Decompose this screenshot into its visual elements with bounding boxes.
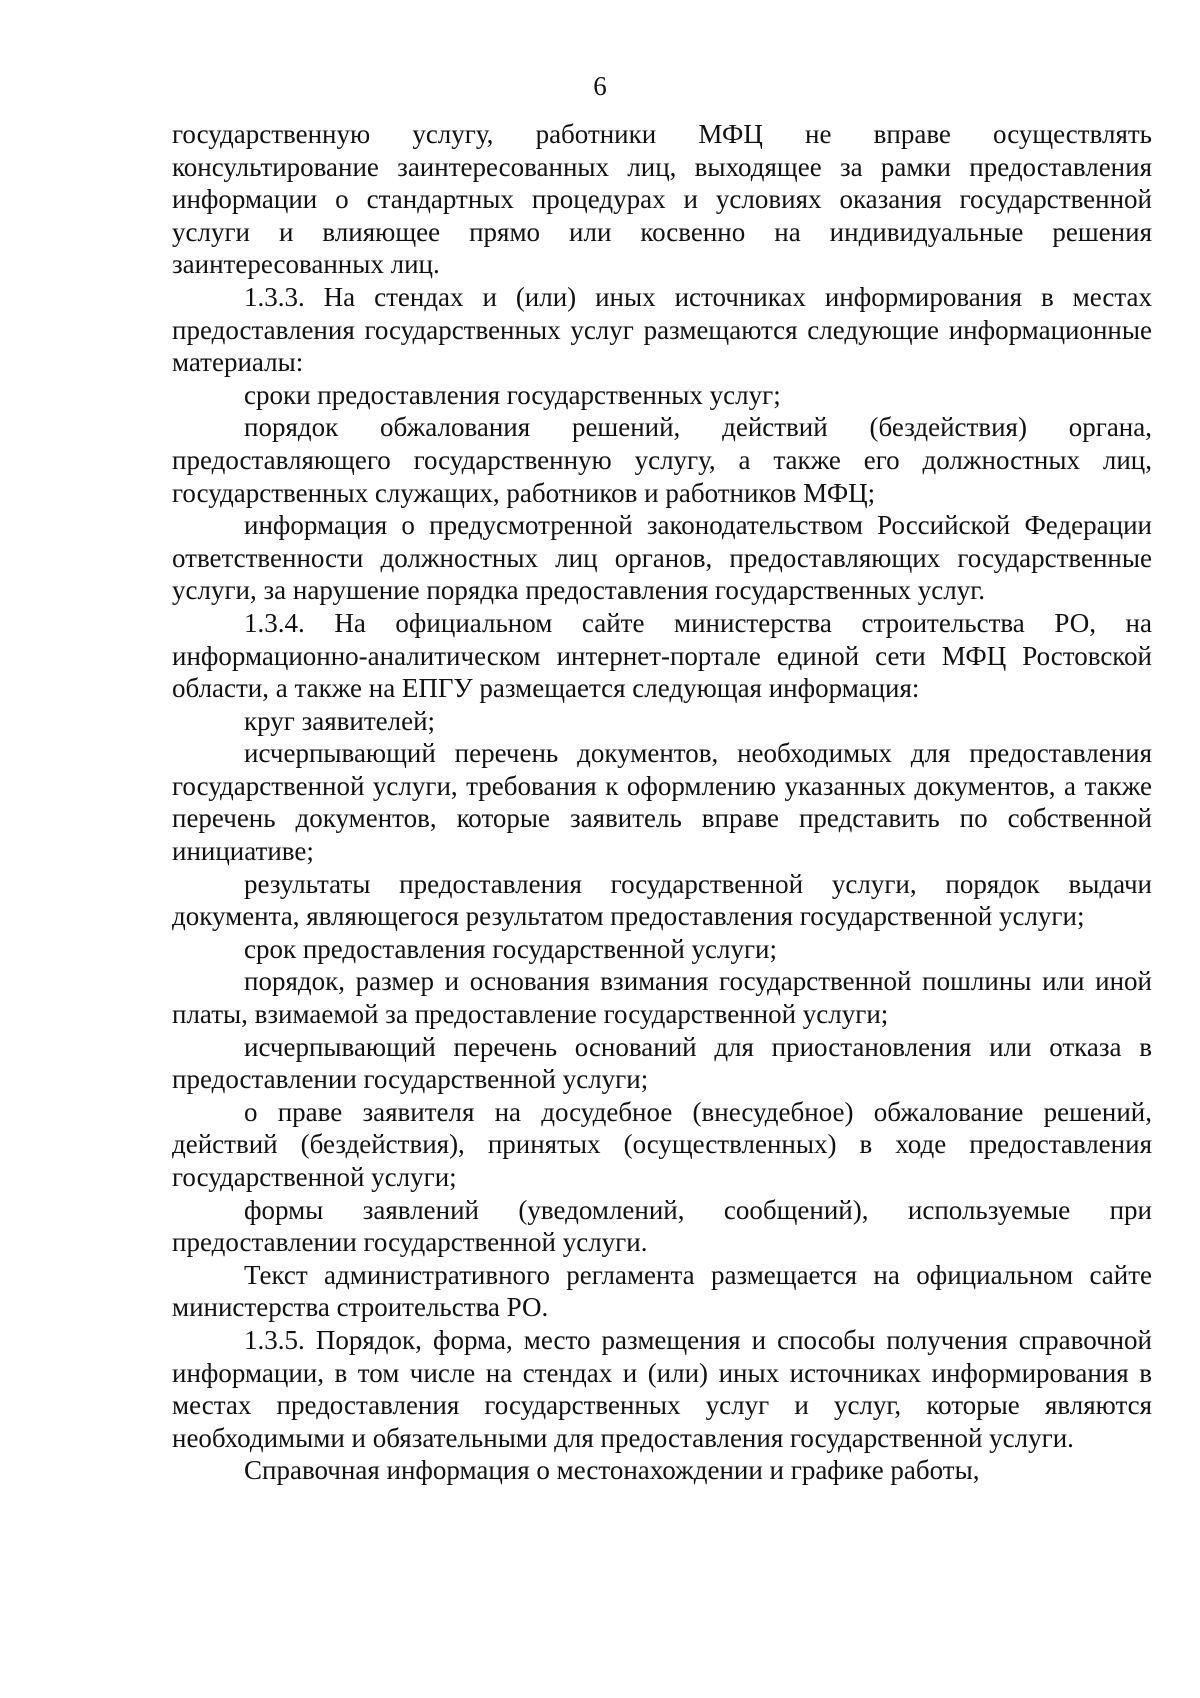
paragraph-continuation: государственную услугу, работники МФЦ не вправе осуществлять консультирование заинтересованных лиц, выходящее за рамки предоставления информации о стандартных процедурах и условиях оказания государственной услуги и влияющее прямо или косвенно на индивидуальные решения заинтересованных лиц. xyxy=(172,119,1152,280)
paragraph-refusal-grounds: исчерпывающий перечень оснований для приостановления или отказа в предоставлении государственной услуги; xyxy=(172,1031,1152,1095)
paragraph-documents-list: исчерпывающий перечень документов, необходимых для предоставления государственной услуги, требования к оформлению указанных документов, а также перечень документов, которые заявитель вправе представить по собственной инициативе; xyxy=(172,738,1152,867)
paragraph-application-forms: формы заявлений (уведомлений, сообщений), используемые при предоставлении государственной услуги. xyxy=(172,1194,1152,1258)
paragraph-1-3-5: 1.3.5. Порядок, форма, место размещения и способы получения справочной информации, в том числе на стендах и (или) иных источниках информирования в местах предоставления государственных услуг и услуг, которые являются необходимыми и обязательными для предоставления государственной услуги. xyxy=(172,1324,1152,1453)
paragraph-applicants: круг заявителей; xyxy=(244,705,436,736)
paragraph-service-period: срок предоставления государственной услуги; xyxy=(244,933,778,964)
paragraph-regulation-text: Текст административного регламента размещается на официальном сайте министерства строительства РО. xyxy=(172,1259,1152,1323)
paragraph-fees: порядок, размер и основания взимания государственной пошлины или иной платы, взимаемой за предоставление государственной услуги; xyxy=(172,966,1152,1030)
page-number: 6 xyxy=(593,71,607,101)
paragraph-service-terms: сроки предоставления государственных услуг; xyxy=(244,379,781,410)
paragraph-appeal-procedure: порядок обжалования решений, действий (бездействия) органа, предоставляющего государственную услугу, а также его должностных лиц, государственных служащих, работников и работников МФЦ; xyxy=(172,412,1152,508)
paragraph-1-3-3: 1.3.3. На стендах и (или) иных источниках информирования в местах предоставления государственных услуг размещаются следующие информационные материалы: xyxy=(172,281,1152,378)
paragraph-liability-info: информация о предусмотренной законодательством Российской Федерации ответственности должностных лиц органов, предоставляющих государственные услуги, за нарушение порядка предоставления государственных услуг. xyxy=(172,510,1152,606)
paragraph-reference-info: Справочная информация о местонахождении и графике работы, xyxy=(244,1455,980,1486)
paragraph-results: результаты предоставления государственной услуги, порядок выдачи документа, являющегося результатом предоставления государственной услуги; xyxy=(172,868,1152,932)
paragraph-1-3-4: 1.3.4. На официальном сайте министерства строительства РО, на информационно-аналитическом интернет-портале единой сети МФЦ Ростовской области, а также на ЕПГУ размещается следующая информация: xyxy=(172,607,1152,704)
paragraph-pretrial-appeal: о праве заявителя на досудебное (внесудебное) обжалование решений, действий (бездействия), принятых (осуществленных) в ходе предоставления государственной услуги; xyxy=(172,1096,1152,1192)
document-body xyxy=(172,118,1152,1487)
